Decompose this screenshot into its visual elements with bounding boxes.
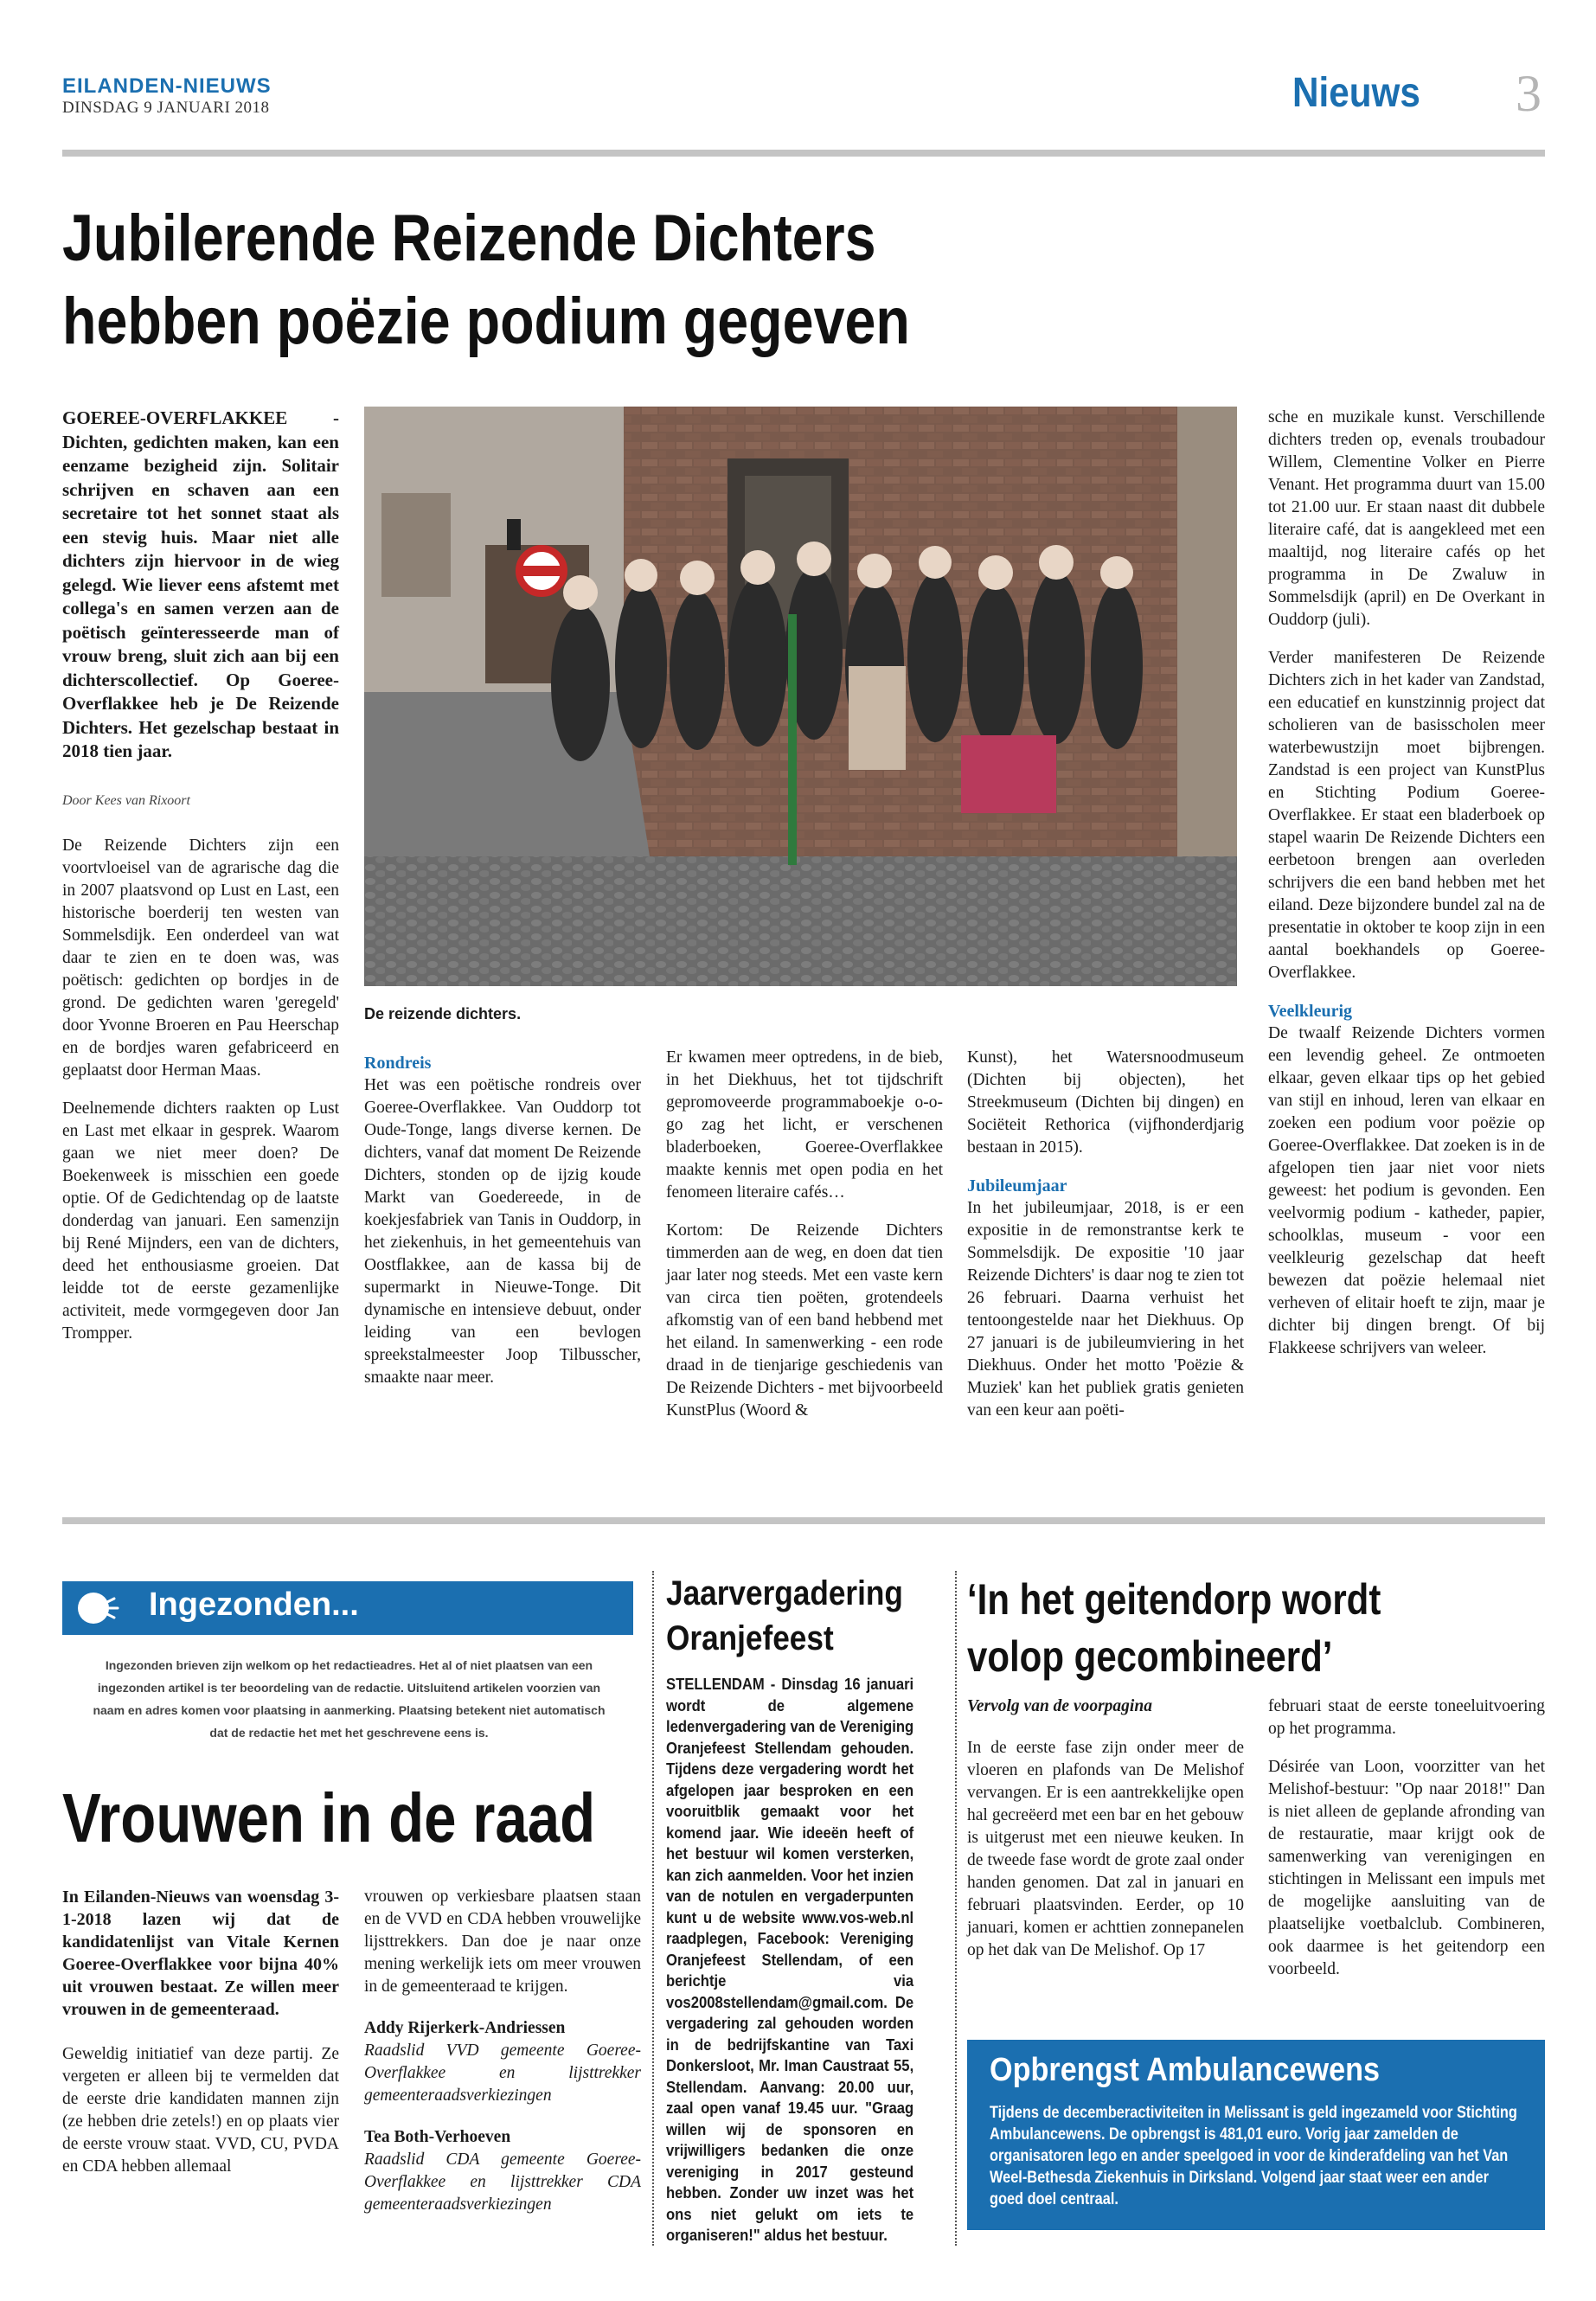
geitendorp-paragraph: februari staat de eerste toneeluitvoering op het programma. xyxy=(1268,1697,1545,1738)
column-separator xyxy=(652,1571,654,2246)
jaarvergadering-headline xyxy=(666,1571,917,1661)
article-column-4 xyxy=(967,1047,1244,1438)
photo-caption: De reizende dichters. xyxy=(364,1005,522,1022)
article-paragraph: Deelnemende dichters raakten op Lust en Last met elkaar in gesprek. Waarom gaan we niet meer doen? De Boekenweek is misschien een goede optie. Of de Gedichtendag op de laatste donderdag van januari. Een samenzijn bij René Mijnders, een van de dichters, deed het enthousiasme groeien. Dat leidde tot de eerste gezamenlijke activiteit, mede vormgegeven door Jan Trompper. xyxy=(62,1099,339,1343)
column-separator xyxy=(955,1571,957,2246)
article-paragraph: Er kwamen meer optredens, in de bieb, in het Diekhuus, het tot tijdschrift gepromoveerde programmaboekje o-o-go zag het licht, er verschenen bladerboeken, Goeree-Overflakkee maakte kennis met open podia en het fenomeen literaire cafés… xyxy=(666,1048,943,1202)
geitendorp-paragraph: Désirée van Loon, voorzitter van het Melishof-bestuur: "Op naar 2018!" Dan is niet alleen de geplande afronding van de restauratie, maar krijgt ook de samenwerking van verenigingen en stichtingen in Melissant een impuls met de mogelijke aansluiting van de plaatselijke voetbalclub. Combineren, ook daarmee is het geitendorp een voorbeeld. xyxy=(1268,1758,1545,1978)
letter-paragraph: vrouwen op verkiesbare plaatsen staan en de VVD en CDA hebben vrouwelijke lijsttrekkers. Dan doe je naar onze mening werkelijk iets om meer vrouwen in de gemeenteraad te krijgen. xyxy=(364,1888,641,1996)
letter-column-2 xyxy=(364,1886,641,2216)
group-photo-illustration xyxy=(364,407,1237,986)
ambulance-title: Opbrengst Ambulancewens xyxy=(990,2052,1381,2088)
signature-name: Tea Both-Verhoeven xyxy=(364,2128,511,2146)
jaarvergadering-headline-line2: Oranjefeest xyxy=(666,1619,834,1657)
ingezonden-notice: Ingezonden brieven zijn welkom op het redactieadres. Het al of niet plaatsen van een ingezonden artikel is ter beoordeling van de redactie. Uitsluitend artikelen voorzien van naam en adres komen voor plaatsing in aanmerking. Plaatsing betekent niet automatisch dat de redactie het met het geschrevene eens is. xyxy=(93,1658,606,1740)
article-column-3 xyxy=(666,1047,943,1438)
subhead-rondreis: Rondreis xyxy=(364,1054,432,1073)
article-lead: GOEREE-OVERFLAKKEE - Dichten, gedichten maken, kan een eenzame bezigheid zijn. Solitair schrijven en schaven aan een secretaire tot het sonnet staat als een stevig huis. Maar niet alle dichters zijn hiervoor in de wieg gelegd. Wie liever eens afstemt met collega's en samen verzen aan de poëtisch geïnteresseerde man of vrouw breng, sluit zich aan bij een dichterscollectief. Op Goeree-Overflakkee heb je De Reizende Dichters. Het gezelschap bestaat in 2018 tien jaar. xyxy=(62,407,339,761)
article-paragraph: De Reizende Dichters zijn een voortvloeisel van de agrarische dag die in 2007 plaatsvond op Lust en Last, een historische boerderij ten westen van Sommelsdijk. Een onderdeel van wat daar te zien en te doen was, was poëtisch: gedichten op bordjes in de grond. De gedichten waren 'geregeld' door Yvonne Broeren en Pau Heerschap en de bordjes waren gefabriceerd en geplaatst door Herman Maas. xyxy=(62,836,339,1080)
jaarvergadering-body: STELLENDAM - Dinsdag 16 januari wordt de algemene ledenvergadering van de Vereniging Oranjefeest Stellendam gehouden. Tijdens deze vergadering wordt het afgelopen jaar besproken en een vooruitblik gemaakt voor het komend jaar. Wie ideeën heeft of het bestuur wil komen versterken, kan zich aanmelden. Voor het inzien van de notulen en vergaderpunten kunt u de website www.vos-web.nl raadplegen, Facebook: Vereniging Oranjefeest Stellendam, of een berichtje via vos2008stellendam@gmail.com. De vergadering zal gehouden worden in de bedrijfskantine van Taxi Donkersloot, Mr. Iman Caustraat 55, Stellendam. Aanvang: 20.00 uur, zaal open vanaf 19.45 uur. "Graag willen wij de sponsoren en vrijwilligers bedanken die onze vereniging in 2017 gesteund hebben. Zonder uw inzet was het ons niet gelukt om iets te organiseren!" aldus het bestuur. xyxy=(666,1675,914,2244)
main-headline-line2: hebben poëzie podium gegeven xyxy=(62,285,910,358)
masthead-logo: EILANDEN-NIEUWS xyxy=(62,74,272,98)
geitendorp-headline-line2: volop gecombineerd’ xyxy=(967,1632,1333,1681)
section-title: Nieuws xyxy=(1292,70,1420,116)
issue-date: DINSDAG 9 JANUARI 2018 xyxy=(62,99,270,117)
middle-divider xyxy=(62,1517,1545,1524)
article-paragraph: Kunst), het Watersnoodmuseum (Dichten bij objecten), het Streekmuseum (Dichten bij dingen) en Sociëteit Rethorica (vijfhonderdjarig bestaan in 2015). xyxy=(967,1048,1244,1157)
main-headline xyxy=(62,197,1092,363)
geitendorp-column-1 xyxy=(967,1695,1244,1977)
article-paragraph: sche en muzikale kunst. Verschillende dichters treden op, evenals troubadour Willem, Clementine Volker en Pierre Venant. Het programma duurt van 15.00 tot 21.00 uur. Er staan naast dit dubbele literaire café, dat is aangekleed met een maaltijd, nog literaire cafés op het programma in De Zwaluw in Sommelsdijk (april) en De Overkant in Ouddorp (juli). xyxy=(1268,408,1545,629)
subhead-veelkleurig: Veelkleurig xyxy=(1268,1002,1353,1021)
jaarvergadering-headline-line1: Jaarvergadering xyxy=(666,1574,903,1612)
geitendorp-paragraph: In de eerste fase zijn onder meer de vloeren en plafonds van De Melishof vervangen. Er is een aantrekkelijke open hal gecreëerd met een bar en het gebouw is uitgerust met een nieuwe keuken. In de tweede fase wordt de grote zaal onder handen genomen. Dat zal in januari en februari plaatsvinden. Eerder, op 10 januari, komen er achttien zonnepanelen op het dak van De Melishof. Op 17 xyxy=(967,1739,1244,1959)
article-paragraph: Het was een poëtische rondreis over Goeree-Overflakkee. Van Ouddorp tot Oude-Tonge, langs diverse kernen. De dichters, vanaf dat moment De Reizende Dichters, stonden op de ijzig koude Markt van Goedereede, in de koekjesfabriek van Tanis in Ouddorp, in het ziekenhuis, in het gemeentehuis van Oostflakkee, aan de kassa bij de supermarkt in Nieuwe-Tonge. Dit dynamische en intensieve debuut, onder leiding van een bevlogen spreekstalmeester Joop Tilbusscher, smaakte naar meer. xyxy=(364,1076,641,1387)
letter-lead: In Eilanden-Nieuws van woensdag 3-1-2018 lazen wij dat de kandidatenlijst van Vitale Kernen Goeree-Overflakkee voor bijna 40% uit vrouwen bestaat. Ze willen meer vrouwen in de gemeenteraad. xyxy=(62,1888,339,2019)
article-paragraph: Kortom: De Reizende Dichters timmerden aan de weg, en doen dat tien jaar later nog steeds. Met een vaste kern van circa tien poëten, grotendeels afkomstig van of een band hebbend met het eiland. In samenwerking - een rode draad in de tienjarige geschiedenis van De Reizende Dichters - met bijvoorbeeld KunstPlus (Woord & xyxy=(666,1221,944,1420)
continuation-kicker: Vervolg van de voorpagina xyxy=(967,1697,1152,1715)
article-paragraph: Verder manifesteren De Reizende Dichters zich in het kader van Zandstad, een educatief en kunstzinnig project dat scholieren van de basisscholen meer waterbewustzijn moet bijbrengen. Zandstad is een project van KunstPlus en Stichting Podium Goeree-Overflakkee. Er staat een bladerboek op stapel waarin De Reizende Dichters een eerbetoon brengen aan overleden schrijvers die een band hebben met het eiland. Deze bijzondere bundel zal na de presentatie in oktober te koop zijn in een aantal boekhandels op Goeree-Overflakkee. xyxy=(1268,649,1545,982)
signature-role: Raadslid CDA gemeente Goeree-Overflakkee en lijsttrekker CDA gemeenteraadsverkiezingen xyxy=(364,2150,641,2214)
ambulance-body: Tijdens de decemberactiviteiten in Melissant is geld ingezameld voor Stichting Ambulancewens. De opbrengst is 481,01 euro. Vorig jaar zamelden de organisatoren lego en ander speelgoed in voor de kinderafdeling van het Van Weel-Bethesda Ziekenhuis in Dirksland. Volgend jaar staat weer een ander goed doel centraal. xyxy=(990,2104,1517,2208)
article-paragraph: De twaalf Reizende Dichters vormen een levendig geheel. Ze ontmoeten elkaar, geven elkaar tips op het gebied van stijl en inhoud, leren van elkaar en zoeken een podium voor poëzie op Goeree-Overflakkee. Dat zoeken is in de afgelopen tien jaar niet voor niets geweest: het podium is gevonden. Een veelvormig podium - katheder, papier, schoolklas, museum - voor een veelkleurig gezelschap dat heeft bewezen dat poëzie helemaal niet verheven of elitair hoeft te zijn, maar je dichter bij dingen brengt. Of bij Flakkeese schrijvers van weleer. xyxy=(1268,1024,1545,1357)
article-column-1 xyxy=(62,407,339,1361)
signature-role: Raadslid VVD gemeente Goeree-Overflakkee en lijsttrekker gemeenteraadsverkiezingen xyxy=(364,2041,641,2105)
speaker-icon xyxy=(73,1586,133,1630)
article-byline: Door Kees van Rixoort xyxy=(62,792,190,808)
geitendorp-headline xyxy=(967,1571,1476,1685)
subhead-jubileumjaar: Jubileumjaar xyxy=(967,1176,1067,1195)
top-divider xyxy=(62,150,1545,157)
signature-name: Addy Rijerkerk-Andriessen xyxy=(364,2019,566,2037)
group-photo xyxy=(364,407,1237,986)
page-number: 3 xyxy=(1516,65,1542,122)
letter-paragraph: Geweldig initiatief van deze partij. Ze vergeten er alleen bij te vermelden dat de eerste drie kandidaten mannen zijn (ze hebben drie zetels!) en op plaats vier de eerste vrouw staat. VVD, CU, PVDA en CDA hebben allemaal xyxy=(62,2045,339,2176)
article-column-2 xyxy=(364,1047,641,1405)
letter-headline: Vrouwen in de raad xyxy=(62,1779,596,1856)
letter-column-1 xyxy=(62,1886,339,2194)
main-headline-line1: Jubilerende Reizende Dichters xyxy=(62,202,876,275)
ingezonden-title: Ingezonden... xyxy=(149,1586,359,1623)
article-paragraph: In het jubileumjaar, 2018, is er een expositie in de remonstrantse kerk te Sommelsdijk. De expositie '10 jaar Reizende Dichters' is daar nog te zien tot 26 februari. Daarna verhuist het tentoongestelde naar het Diekhuus. Op 27 januari is de jubileumviering in het Diekhuus. Onder het motto 'Poëzie & Muziek' kan het publiek gratis genieten van een keur aan poëti- xyxy=(967,1199,1244,1420)
article-column-5 xyxy=(1268,407,1545,1375)
geitendorp-headline-line1: ‘In het geitendorp wordt xyxy=(967,1575,1381,1624)
geitendorp-column-2 xyxy=(1268,1695,1545,1997)
